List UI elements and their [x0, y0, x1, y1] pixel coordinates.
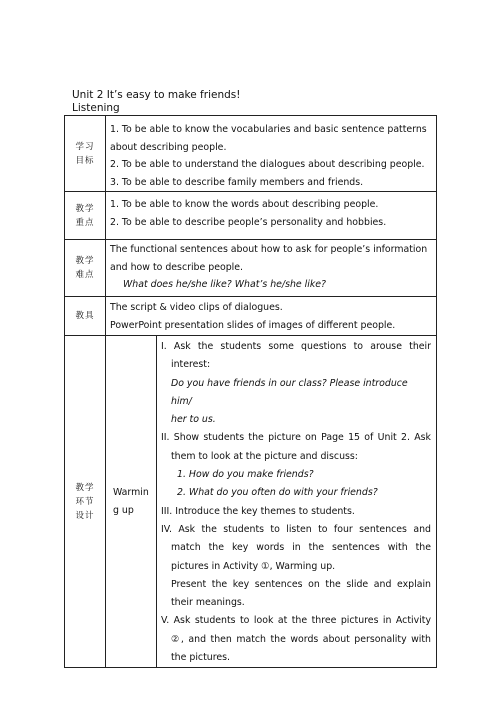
step-line: ②, and then match the words about personality with — [171, 633, 431, 645]
objective-line: 2. To be able to understand the dialogues about describing people. — [110, 159, 425, 170]
step-question: her to us. — [171, 414, 216, 426]
step-line: V. Ask students to look at the three pictures in Activity — [161, 615, 431, 627]
objectives-label-line1: 学习 — [75, 141, 95, 152]
difficulty-example: What does he/she like? What’s he/she like? — [123, 279, 327, 290]
key-point-line: 1. To be able to know the words about describing people. — [110, 199, 379, 210]
difficulties-row — [65, 240, 437, 297]
key-points-content — [106, 192, 437, 240]
design-label — [65, 336, 106, 668]
objectives-row — [65, 116, 437, 192]
aid-line: The script & video clips of dialogues. — [110, 302, 283, 313]
key-points-label — [65, 192, 106, 240]
difficulties-label-line1: 教学 — [75, 256, 95, 266]
design-label-line2: 环节 — [75, 496, 95, 507]
step-line: IV. Ask the students to listen to four sentences and — [161, 523, 431, 535]
step-line: II. Show students the picture on Page 15 of Unit 2. Ask — [161, 432, 431, 444]
stage-label — [106, 336, 157, 668]
key-points-label-line1: 教学 — [75, 203, 95, 214]
objectives-content — [106, 116, 437, 192]
difficulties-label-line2: 难点 — [75, 270, 95, 280]
aids-label-line1: 教具 — [75, 311, 95, 321]
difficulty-line: and how to describe people. — [110, 261, 244, 273]
key-points-label-line2: 重点 — [75, 217, 95, 228]
stage-label-line2: g up — [113, 504, 134, 516]
design-label-line1: 教学 — [75, 482, 95, 493]
aids-row — [65, 297, 437, 336]
step-question: Do you have friends in our class? Please introduce him/ — [171, 377, 408, 407]
difficulties-content — [106, 240, 437, 297]
step-line: match the key words in the sentences with the — [171, 542, 431, 554]
step-question: 2. What do you often do with your friends? — [177, 487, 378, 499]
objective-line: 1. To be able to know the vocabularies and basic sentence patterns — [110, 124, 427, 135]
aids-label — [65, 297, 106, 336]
objective-line: 3. To be able to describe family members and friends. — [110, 176, 364, 188]
aid-line: PowerPoint presentation slides of images of different people. — [110, 319, 396, 331]
step-line: Present the key sentences on the slide and explain — [171, 578, 431, 590]
steps-content — [157, 336, 437, 668]
step-line: pictures in Activity ①, Warming up. — [171, 560, 336, 572]
difficulty-line: The functional sentences about how to ask for people’s information — [110, 244, 428, 255]
difficulties-label — [65, 240, 106, 297]
step-question: 1. How do you make friends? — [177, 469, 314, 481]
stage-label-line1: Warmin — [113, 487, 149, 499]
objective-line: about describing people. — [110, 141, 227, 153]
step-line: III. Introduce the key themes to students. — [161, 505, 355, 517]
step-line: them to look at the picture and discuss: — [171, 450, 358, 462]
key-point-line: 2. To be able to describe people’s personality and hobbies. — [110, 216, 387, 228]
design-row — [65, 336, 437, 668]
document-title: Unit 2 It’s easy to make friends! — [72, 89, 241, 101]
step-line: the pictures. — [171, 652, 230, 664]
step-line: I. Ask the students some questions to arouse their — [161, 341, 431, 352]
objectives-label-line2: 目标 — [75, 155, 95, 166]
objectives-label — [65, 116, 106, 192]
step-line: their meanings. — [171, 597, 245, 609]
design-label-line3: 设计 — [75, 510, 95, 521]
key-points-row — [65, 192, 437, 240]
aids-content — [106, 297, 437, 336]
document-subtitle: Listening — [72, 102, 120, 114]
step-line: interest: — [171, 359, 211, 371]
lesson-plan-table — [64, 115, 437, 668]
